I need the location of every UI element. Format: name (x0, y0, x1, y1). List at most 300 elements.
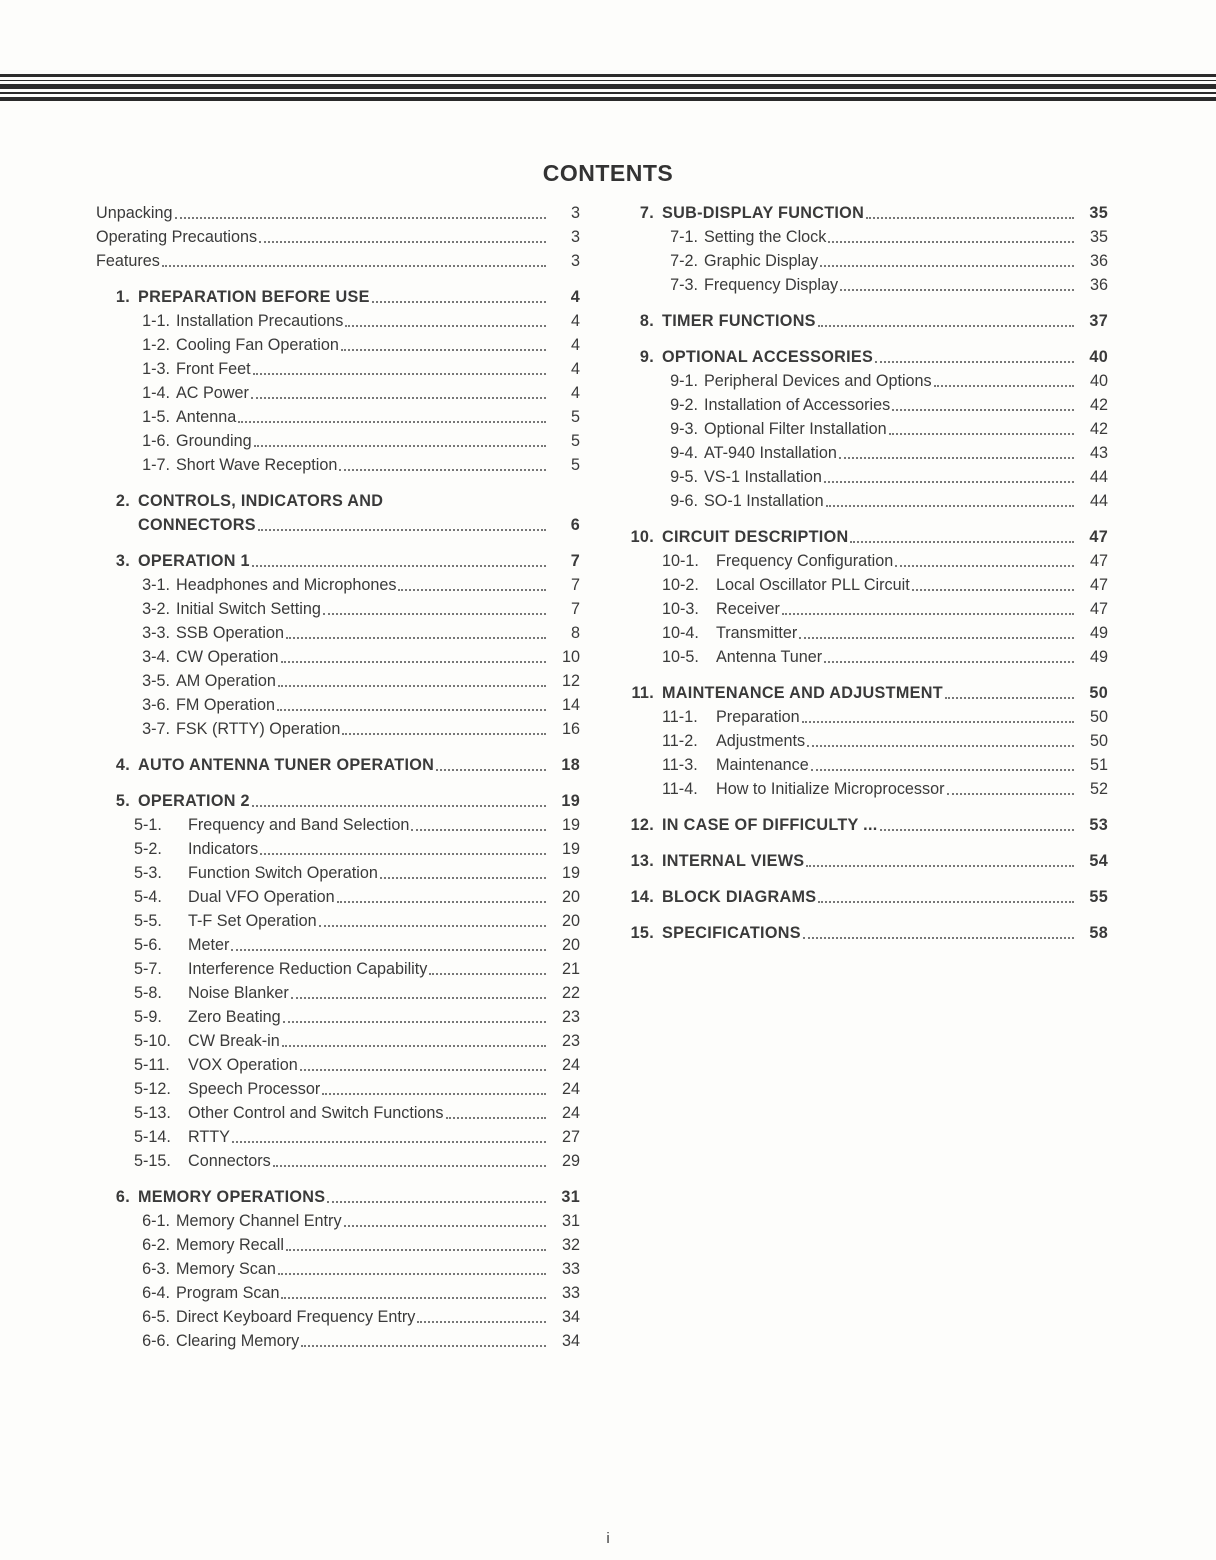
toc-label: Grounding (176, 432, 252, 450)
dot-leader (282, 1045, 546, 1047)
dot-leader (429, 973, 546, 975)
toc-entry (624, 597, 1108, 621)
toc-label: Speech Processor (188, 1080, 321, 1098)
toc-label: AUTO ANTENNA TUNER OPERATION (138, 756, 435, 774)
toc-entry (96, 669, 580, 693)
toc-number: 9-5. (670, 468, 698, 486)
toc-page-number: 50 (1089, 732, 1108, 750)
toc-label: Clearing Memory (176, 1332, 300, 1350)
toc-left-column (96, 201, 580, 1353)
toc-entry (624, 645, 1108, 669)
dot-leader (828, 241, 1074, 243)
toc-number: 3. (115, 552, 130, 570)
toc-number: 11-4. (662, 780, 698, 798)
dot-leader (826, 505, 1074, 507)
dot-leader (802, 721, 1074, 723)
dot-leader (889, 433, 1074, 435)
toc-entry (96, 453, 580, 477)
page-number: i (606, 1530, 610, 1547)
toc-label: Direct Keyboard Frequency Entry (176, 1308, 416, 1326)
toc-page-number: 4 (570, 384, 580, 402)
toc-entry (624, 225, 1108, 249)
toc-page-number: 18 (561, 756, 580, 774)
toc-entry (624, 393, 1108, 417)
toc-entry (96, 1005, 580, 1029)
toc-label: Meter (188, 936, 230, 954)
toc-number: 9-4. (670, 444, 698, 462)
toc-page-number: 24 (561, 1104, 580, 1122)
toc-number: 7-3. (670, 276, 698, 294)
toc-page-number: 4 (570, 360, 580, 378)
toc-number: 3-5. (142, 672, 170, 690)
toc-number: 5-6. (134, 936, 162, 954)
toc-page-number: 47 (1089, 600, 1108, 618)
dot-leader (380, 877, 546, 879)
toc-page-number: 7 (570, 600, 580, 618)
toc-entry (624, 549, 1108, 573)
toc-number: 8. (639, 312, 654, 330)
toc-page-number: 12 (561, 672, 580, 690)
toc-label: SSB Operation (176, 624, 284, 642)
dot-leader (799, 637, 1074, 639)
toc-label: FM Operation (176, 696, 275, 714)
toc-entry (96, 1101, 580, 1125)
toc-page-number: 36 (1089, 276, 1108, 294)
toc-page-number: 58 (1089, 924, 1108, 942)
toc-section (624, 345, 1108, 369)
toc-page-number: 3 (570, 252, 580, 270)
dot-leader (231, 949, 546, 951)
dot-leader (252, 805, 546, 807)
dot-leader (254, 445, 546, 447)
toc-section (96, 285, 580, 309)
toc-entry (96, 249, 580, 273)
toc-section-continuation (96, 513, 580, 537)
toc-entry (96, 813, 580, 837)
dot-leader (875, 361, 1074, 363)
dot-leader (162, 265, 546, 267)
toc-page-number: 31 (561, 1188, 580, 1206)
dot-leader (300, 1069, 546, 1071)
toc-entry (96, 1077, 580, 1101)
dot-leader (839, 457, 1074, 459)
toc-section (624, 309, 1108, 333)
toc-label: Preparation (716, 708, 800, 726)
toc-label: Receiver (716, 600, 780, 618)
toc-number: 2. (115, 492, 130, 510)
toc-section (624, 525, 1108, 549)
toc-section (96, 549, 580, 573)
toc-label: Features (96, 252, 160, 270)
toc-entry (96, 1329, 580, 1353)
toc-label: Installation of Accessories (704, 396, 891, 414)
dot-leader (260, 853, 546, 855)
dot-leader (411, 829, 546, 831)
dot-leader (436, 769, 546, 771)
toc-label: Antenna Tuner (716, 648, 823, 666)
toc-page-number: 47 (1089, 552, 1108, 570)
toc-page-number: 23 (561, 1032, 580, 1050)
toc-number: 9. (639, 348, 654, 366)
toc-number: 6-1. (142, 1212, 170, 1230)
toc-section (96, 789, 580, 813)
toc-section (624, 201, 1108, 225)
toc-label: Unpacking (96, 204, 173, 222)
toc-entry (96, 1257, 580, 1281)
dot-leader (259, 241, 546, 243)
toc-label: Cooling Fan Operation (176, 336, 339, 354)
toc-section (96, 489, 580, 513)
toc-entry (96, 201, 580, 225)
toc-entry (624, 705, 1108, 729)
toc-page-number: 19 (561, 864, 580, 882)
toc-label: PREPARATION BEFORE USE (138, 288, 370, 306)
toc-label: Frequency and Band Selection (188, 816, 410, 834)
toc-page-number: 33 (561, 1284, 580, 1302)
toc-entry (624, 417, 1108, 441)
toc-entry (96, 981, 580, 1005)
page-title: CONTENTS (542, 160, 674, 186)
toc-entry (96, 1305, 580, 1329)
toc-number: 5-10. (134, 1032, 171, 1050)
toc-label: FSK (RTTY) Operation (176, 720, 341, 738)
dot-leader (934, 385, 1074, 387)
toc-entry (624, 621, 1108, 645)
toc-number: 9-1. (670, 372, 698, 390)
toc-number: 5-15. (134, 1152, 171, 1170)
toc-label: BLOCK DIAGRAMS (662, 888, 817, 906)
toc-number: 9-6. (670, 492, 698, 510)
toc-number: 10-2. (662, 576, 699, 594)
toc-entry (96, 1233, 580, 1257)
toc-number: 10-1. (662, 552, 699, 570)
toc-number: 3-7. (142, 720, 170, 738)
toc-number: 6-5. (142, 1308, 170, 1326)
toc-page-number: 7 (570, 552, 580, 570)
toc-entry (96, 885, 580, 909)
toc-page-number: 42 (1089, 420, 1108, 438)
dot-leader (803, 937, 1074, 939)
toc-page-number: 24 (561, 1080, 580, 1098)
toc-page-number: 20 (561, 888, 580, 906)
dot-leader (232, 1141, 546, 1143)
toc-page-number: 23 (561, 1008, 580, 1026)
toc-page-number: 22 (561, 984, 580, 1002)
toc-label: CONNECTORS (138, 516, 256, 534)
dot-leader (895, 565, 1074, 567)
toc-entry (96, 717, 580, 741)
dot-leader (811, 769, 1074, 771)
toc-number: 5. (115, 792, 130, 810)
toc-page-number: 5 (570, 408, 580, 426)
toc-number: 1. (115, 288, 130, 306)
toc-number: 1-4. (142, 384, 170, 402)
toc-number: 15. (630, 924, 654, 942)
dot-leader (286, 637, 546, 639)
toc-entry (96, 1053, 580, 1077)
toc-page-number: 5 (570, 456, 580, 474)
toc-label: MAINTENANCE AND ADJUSTMENT (662, 684, 943, 702)
toc-page-number: 31 (561, 1212, 580, 1230)
toc-label: Indicators (188, 840, 259, 858)
toc-label: Graphic Display (704, 252, 819, 270)
dot-leader (277, 709, 546, 711)
toc-label: Front Feet (176, 360, 251, 378)
toc-label: TIMER FUNCTIONS (662, 312, 816, 330)
toc-number: 3-3. (142, 624, 170, 642)
toc-entry (624, 573, 1108, 597)
toc-number: 5-13. (134, 1104, 171, 1122)
toc-number: 6. (115, 1188, 130, 1206)
dot-leader (372, 301, 546, 303)
toc-number: 6-4. (142, 1284, 170, 1302)
dot-leader (323, 613, 546, 615)
dot-leader (291, 997, 546, 999)
toc-page-number: 47 (1089, 528, 1108, 546)
toc-section (624, 921, 1108, 945)
toc-label: CW Operation (176, 648, 279, 666)
toc-entry (96, 1125, 580, 1149)
dot-leader (286, 1249, 546, 1251)
toc-label: OPERATION 1 (138, 552, 250, 570)
toc-label: Memory Scan (176, 1260, 276, 1278)
toc-entry (96, 1281, 580, 1305)
toc-number: 3-2. (142, 600, 170, 618)
toc-label: Noise Blanker (188, 984, 289, 1002)
toc-page-number: 10 (561, 648, 580, 666)
toc-number: 10. (630, 528, 654, 546)
toc-page-number: 34 (561, 1332, 580, 1350)
toc-label: AM Operation (176, 672, 276, 690)
toc-label: T-F Set Operation (188, 912, 317, 930)
toc-number: 1-2. (142, 336, 170, 354)
toc-entry (96, 621, 580, 645)
toc-entry (96, 225, 580, 249)
toc-entry (96, 861, 580, 885)
toc-page-number: 44 (1089, 492, 1108, 510)
toc-page-number: 49 (1089, 624, 1108, 642)
toc-number: 9-3. (670, 420, 698, 438)
toc-entry (96, 357, 580, 381)
toc-page-number: 47 (1089, 576, 1108, 594)
toc-page-number: 24 (561, 1056, 580, 1074)
dot-leader (782, 613, 1074, 615)
toc-label: Local Oscillator PLL Circuit (716, 576, 910, 594)
toc-number: 5-2. (134, 840, 162, 858)
toc-page-number: 6 (570, 516, 580, 534)
toc-label: Program Scan (176, 1284, 280, 1302)
dot-leader (880, 829, 1074, 831)
dot-leader (278, 685, 546, 687)
toc-number: 1-1. (142, 312, 170, 330)
toc-number: 6-2. (142, 1236, 170, 1254)
dot-leader (947, 793, 1075, 795)
toc-label: Transmitter (716, 624, 798, 642)
toc-entry (624, 369, 1108, 393)
toc-number: 3-4. (142, 648, 170, 666)
toc-entry (96, 1149, 580, 1173)
dot-leader (337, 901, 546, 903)
toc-label: Peripheral Devices and Options (704, 372, 932, 390)
toc-number: 5-3. (134, 864, 162, 882)
toc-page-number: 32 (561, 1236, 580, 1254)
toc-label: MEMORY OPERATIONS (138, 1188, 326, 1206)
toc-number: 7-2. (670, 252, 698, 270)
toc-page-number: 49 (1089, 648, 1108, 666)
toc-number: 11-1. (662, 708, 698, 726)
dot-leader (398, 589, 546, 591)
toc-number: 10-3. (662, 600, 699, 618)
toc-number: 3-6. (142, 696, 170, 714)
dot-leader (281, 661, 546, 663)
toc-label: Connectors (188, 1152, 271, 1170)
dot-leader (327, 1201, 546, 1203)
toc-number: 11-2. (662, 732, 698, 750)
toc-entry (96, 405, 580, 429)
toc-label: Operating Precautions (96, 228, 258, 246)
toc-number: 11. (631, 684, 654, 702)
toc-section (624, 885, 1108, 909)
dot-leader (301, 1345, 546, 1347)
toc-entry (624, 777, 1108, 801)
toc-entry (624, 729, 1108, 753)
toc-entry (624, 441, 1108, 465)
dot-leader (820, 265, 1074, 267)
dot-leader (252, 565, 546, 567)
toc-page-number: 14 (561, 696, 580, 714)
toc-number: 1-5. (142, 408, 170, 426)
dot-leader (251, 397, 546, 399)
toc-number: 13. (630, 852, 654, 870)
toc-right-column (624, 201, 1108, 945)
toc-page-number: 53 (1089, 816, 1108, 834)
toc-number: 5-9. (134, 1008, 162, 1026)
toc-page-number: 4 (570, 312, 580, 330)
dot-leader (319, 925, 546, 927)
toc-page-number: 4 (570, 288, 580, 306)
toc-entry (96, 957, 580, 981)
toc-page-number: 8 (570, 624, 580, 642)
toc-label: VOX Operation (188, 1056, 298, 1074)
toc-number: 5-1. (134, 816, 162, 834)
dot-leader (345, 325, 546, 327)
toc-label: Frequency Display (704, 276, 839, 294)
toc-entry (96, 429, 580, 453)
toc-label: Installation Precautions (176, 312, 344, 330)
toc-number: 7-1. (670, 228, 698, 246)
dot-leader (253, 373, 546, 375)
toc-section (96, 753, 580, 777)
toc-number: 5-5. (134, 912, 162, 930)
toc-page-number: 43 (1089, 444, 1108, 462)
toc-label: Interference Reduction Capability (188, 960, 428, 978)
toc-number: 1-3. (142, 360, 170, 378)
toc-entry (96, 837, 580, 861)
toc-number: 3-1. (142, 576, 170, 594)
toc-entry (96, 597, 580, 621)
dot-leader (342, 733, 546, 735)
toc-page-number: 20 (561, 912, 580, 930)
toc-number: 1-6. (142, 432, 170, 450)
toc-label: Setting the Clock (704, 228, 827, 246)
toc-label: Zero Beating (188, 1008, 281, 1026)
toc-label: Headphones and Microphones (176, 576, 397, 594)
toc-entry (96, 573, 580, 597)
dot-leader (807, 745, 1074, 747)
toc-number: 5-7. (134, 960, 162, 978)
dot-leader (840, 289, 1074, 291)
toc-section (96, 1185, 580, 1209)
toc-label: Maintenance (716, 756, 809, 774)
toc-entry (96, 1029, 580, 1053)
toc-entry (624, 249, 1108, 273)
toc-entry (96, 693, 580, 717)
dot-leader (281, 1297, 546, 1299)
dot-leader (824, 661, 1074, 663)
dot-leader (818, 901, 1074, 903)
toc-number: 5-14. (134, 1128, 171, 1146)
toc-number: 10-5. (662, 648, 699, 666)
toc-page-number: 36 (1089, 252, 1108, 270)
dot-leader (945, 697, 1074, 699)
toc-page-number: 54 (1089, 852, 1108, 870)
toc-entry (624, 753, 1108, 777)
toc-entry (96, 933, 580, 957)
toc-label: Optional Filter Installation (704, 420, 887, 438)
toc-page-number: 19 (561, 792, 580, 810)
toc-label: RTTY (188, 1128, 230, 1146)
toc-section (624, 849, 1108, 873)
dot-leader (283, 1021, 546, 1023)
toc-page-number: 4 (570, 336, 580, 354)
toc-page-number: 5 (570, 432, 580, 450)
toc-number: 7. (639, 204, 654, 222)
dot-leader (446, 1117, 546, 1119)
dot-leader (341, 349, 546, 351)
toc-page-number: 29 (561, 1152, 580, 1170)
toc-entry (96, 1209, 580, 1233)
toc-entry (624, 465, 1108, 489)
dot-leader (344, 1225, 546, 1227)
toc-label: How to Initialize Microprocessor (716, 780, 945, 798)
toc-number: 11-3. (662, 756, 698, 774)
toc-page-number: 20 (561, 936, 580, 954)
toc-entry (96, 909, 580, 933)
toc-label: OPERATION 2 (138, 792, 250, 810)
toc-label: CW Break-in (188, 1032, 280, 1050)
dot-leader (866, 217, 1074, 219)
toc-label: Memory Channel Entry (176, 1212, 342, 1230)
toc-label: INTERNAL VIEWS (662, 852, 805, 870)
toc-page-number: 7 (570, 576, 580, 594)
toc-entry (96, 333, 580, 357)
toc-page-number: 33 (561, 1260, 580, 1278)
dot-leader (278, 1273, 546, 1275)
toc-entry (96, 645, 580, 669)
dot-leader (818, 325, 1074, 327)
dot-leader (824, 481, 1074, 483)
toc-number: 5-11. (134, 1056, 170, 1074)
toc-label: SPECIFICATIONS (662, 924, 801, 942)
dot-leader (417, 1321, 546, 1323)
toc-page-number: 40 (1089, 372, 1108, 390)
toc-number: 1-7. (142, 456, 170, 474)
dot-leader (892, 409, 1074, 411)
toc-number: 6-3. (142, 1260, 170, 1278)
toc-number: 5-12. (134, 1080, 171, 1098)
toc-number: 9-2. (670, 396, 698, 414)
toc-label: IN CASE OF DIFFICULTY ... (662, 816, 878, 834)
